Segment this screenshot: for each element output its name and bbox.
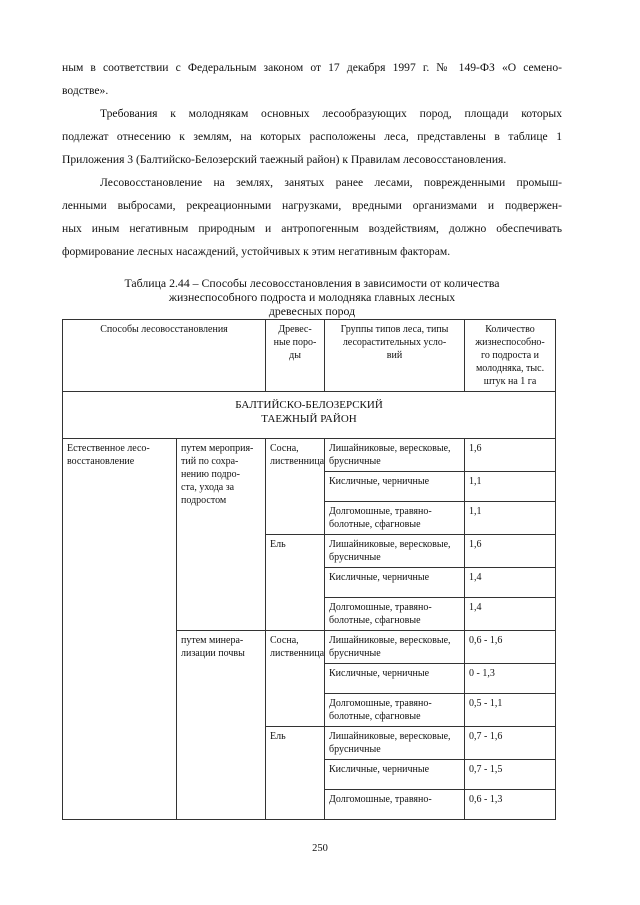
quantity-cell: 1,4 <box>465 568 556 598</box>
forest-type-cell: Кисличные, черничные <box>325 472 465 502</box>
quantity-cell: 0,6 - 1,6 <box>465 631 556 664</box>
table-caption <box>62 276 562 318</box>
quantity-cell: 1,6 <box>465 535 556 568</box>
paragraph-1 <box>62 56 562 102</box>
species-cell: Сосна, лиственница <box>266 631 325 727</box>
forest-type-cell: Кисличные, черничные <box>325 760 465 790</box>
region-title: БАЛТИЙСКО-БЕЛОЗЕРСКИЙ ТАЕЖНЫЙ РАЙОН <box>63 392 556 439</box>
quantity-cell: 0,7 - 1,5 <box>465 760 556 790</box>
page-number: 250 <box>312 843 328 854</box>
header-methods: Способы лесовосстановления <box>63 320 266 392</box>
species-cell: Ель <box>266 535 325 631</box>
species-cell: Сосна, лиственница <box>266 439 325 535</box>
forest-type-cell: Долгомошные, травяно-болотные, сфагновые <box>325 694 465 727</box>
paragraph-2 <box>62 102 562 171</box>
text-line: ным в соответствии с Федеральным законом от 17 декабря 1997 г. № 149-ФЗ «О семено- <box>62 61 562 74</box>
text-line: ных иным негативным природным и антропогенным воздействиям, должно обеспечивать <box>62 222 562 235</box>
submethod-cell: путем мероприя- тий по сохра- нению подро- ста, ухода за подростом <box>177 439 266 631</box>
forest-type-cell: Кисличные, черничные <box>325 664 465 694</box>
header-quantity: Количество жизнеспособно- го подроста и молодняка, тыс. штук на 1 га <box>465 320 556 392</box>
quantity-cell: 1,4 <box>465 598 556 631</box>
text-line: формирование лесных насаждений, устойчивых к этим негативным факторам. <box>62 245 451 258</box>
quantity-cell: 1,6 <box>465 439 556 472</box>
quantity-cell: 1,1 <box>465 472 556 502</box>
species-cell: Ель <box>266 727 325 820</box>
forest-type-cell: Долгомошные, травяно- <box>325 790 465 820</box>
text-line: подлежат отнесению к землям, на которых расположены леса, представлены в таблице 1 <box>62 130 562 143</box>
quantity-cell: 0 - 1,3 <box>465 664 556 694</box>
region-row <box>63 392 556 439</box>
forest-type-cell: Лишайниковые, вересковые, брусничные <box>325 631 465 664</box>
forest-type-cell: Лишайниковые, вересковые, брусничные <box>325 535 465 568</box>
quantity-cell: 0,7 - 1,6 <box>465 727 556 760</box>
paragraph-3 <box>62 171 562 263</box>
forest-type-cell: Кисличные, черничные <box>325 568 465 598</box>
reforestation-table <box>62 319 556 820</box>
forest-type-cell: Долгомошные, травяно-болотные, сфагновые <box>325 598 465 631</box>
table-row <box>63 439 556 472</box>
text-line: Требования к молоднякам основных лесообразующих пород, площади которых <box>100 107 562 120</box>
header-forest-types: Группы типов леса, типы лесорастительных усло- вий <box>325 320 465 392</box>
caption-line: древесных пород <box>268 304 356 318</box>
header-species: Древес- ные поро- ды <box>266 320 325 392</box>
caption-line: Таблица 2.44 – Способы лесовосстановления в зависимости от количества <box>124 276 500 290</box>
text-line: Приложения 3 (Балтийско-Белозерский таежный район) к Правилам лесовосстановления. <box>62 153 507 166</box>
method-cell: Естественное лесо- восстановление <box>63 439 177 820</box>
table-header-row <box>63 320 556 392</box>
forest-type-cell: Долгомошные, травяно-болотные, сфагновые <box>325 502 465 535</box>
quantity-cell: 1,1 <box>465 502 556 535</box>
forest-type-cell: Лишайниковые, вересковые, брусничные <box>325 727 465 760</box>
quantity-cell: 0,5 - 1,1 <box>465 694 556 727</box>
forest-type-cell: Лишайниковые, вересковые, брусничные <box>325 439 465 472</box>
text-line: водстве». <box>62 84 109 97</box>
quantity-cell: 0,6 - 1,3 <box>465 790 556 820</box>
submethod-cell: путем минера- лизации почвы <box>177 631 266 820</box>
text-line: Лесовосстановление на землях, занятых ранее лесами, поврежденными промыш- <box>100 176 562 189</box>
text-line: ленными выбросами, рекреационными нагрузками, вредными организмами и подвержен- <box>62 199 562 212</box>
caption-line: жизнеспособного подроста и молодняка главных лесных <box>168 290 456 304</box>
